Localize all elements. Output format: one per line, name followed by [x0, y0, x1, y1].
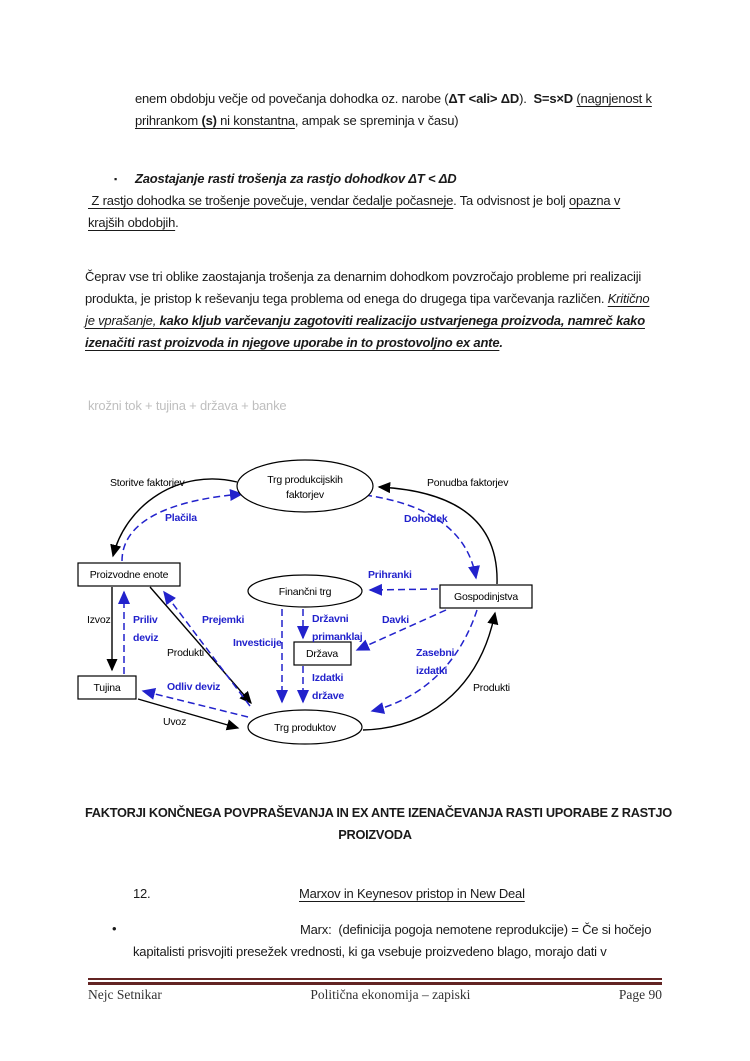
node-label: Država [305, 648, 339, 660]
text-run-bold-italic-underlined: kako kljub varčevanju zagotoviti realizacijo ustvarjenega proizvoda, namreč kako [159, 313, 645, 328]
text-line [88, 212, 620, 234]
text-run-italic-underlined: je vprašanje, [85, 313, 160, 328]
flow-label-priliv-deviz: Priliv [133, 614, 158, 626]
flow-label-prejemki: Prejemki [202, 614, 245, 626]
text-run: ). [519, 91, 534, 106]
flow-label-odliv-deviz: Odliv deviz [167, 681, 221, 693]
annotation-text: krožni tok + tujina + država + banke [88, 398, 287, 413]
text-run-underlined: (nagnjenost k [576, 91, 652, 106]
flow-label-zasebni-izdatki: izdatki [416, 665, 448, 677]
node-label: Gospodinjstva [454, 591, 518, 603]
square-bullet-glyph: ▪ [114, 174, 117, 184]
heading-line: PROIZVODA [338, 827, 412, 842]
text-run: . Ta odvisnost je bolj [453, 193, 570, 208]
bullet-marker-square [114, 171, 117, 186]
text-line [135, 88, 652, 110]
flow-uvoz-arrow [138, 699, 238, 728]
paragraph-ceprav [85, 266, 649, 354]
flow-label-izdatki-drzave: Izdatki [312, 672, 344, 684]
flow-label-zasebni-izdatki: Zasebni [416, 647, 455, 659]
text-run-underlined: ni konstantna [216, 113, 295, 128]
flow-label-priliv-deviz: deviz [133, 632, 159, 644]
text-run: . [499, 335, 503, 350]
flow-label-produkti-left: Produkti [167, 647, 204, 659]
bullet-zaostajanje-body [88, 190, 620, 234]
formula-delta-t-delta-d: ΔT <ali> ΔD [448, 91, 520, 106]
node-label: Finančni trg [278, 586, 332, 598]
node-label: Trg produkcijskih [267, 474, 343, 486]
text-run: enem obdobju večje od povečanja dohodka oz. narobe ( [135, 91, 449, 106]
node-label: Trg produktov [274, 722, 336, 734]
bullet-title-text: Zaostajanje rasti trošenja za rastjo dohodkov ΔT < ΔD [135, 171, 457, 186]
text-run-underlined: prihrankom [135, 113, 202, 128]
flow-label-investicije: Investicije [233, 637, 282, 649]
flow-label-uvoz: Uvoz [163, 716, 187, 728]
flow-label-ponudba-faktorjev: Ponudba faktorjev [427, 477, 509, 489]
text-run: , ampak se spreminja v času) [294, 113, 459, 128]
flow-placila-arrow [122, 494, 242, 561]
text-run: produkta, je pristop k reševanju tega problema od enega do drugega tipa varčevanja različen. [85, 291, 608, 306]
page-footer [88, 987, 662, 1003]
node-label: Proizvodne enote [89, 569, 169, 581]
list-number-12: 12. [133, 886, 151, 901]
footer-title: Politična ekonomija – zapiski [310, 987, 471, 1002]
flow-label-izvoz: Izvoz [87, 614, 111, 626]
text-run-underlined: Z rastjo dohodka se trošenje povečuje, vendar čedalje počasneje [88, 193, 454, 208]
heading-line: FAKTORJI KONČNEGA POVPRAŠEVANJA IN EX ANTE IZENAČEVANJA RASTI UPORABE Z RASTJO [85, 805, 672, 820]
text-line [135, 110, 652, 132]
flow-label-drzavni-primanklaj: Državni [312, 613, 349, 625]
bullet-marx-line2: kapitalisti prisvojiti presežek vrednosti, ki ga vsebuje proizvedeno blago, morajo dati v [133, 944, 607, 959]
footer-page-number: Page 90 [618, 987, 662, 1002]
annotation-krozni-tok [88, 398, 286, 413]
circular-flow-diagram [0, 440, 750, 770]
footer-rule-thick [88, 982, 662, 985]
text-run-bold-underlined: (s) [201, 113, 217, 128]
flow-label-prihranki: Prihranki [368, 569, 412, 581]
paragraph-savings-propensity [135, 88, 652, 132]
node-trg-produkcijskih-faktorjev [237, 460, 373, 512]
flow-label-storitve-faktorjev: Storitve faktorjev [110, 477, 185, 489]
bullet-zaostajanje-title [135, 168, 456, 190]
text-run: . [175, 215, 179, 230]
text-line [85, 266, 649, 288]
flow-label-produkti-right: Produkti [473, 682, 510, 694]
text-line [85, 310, 649, 332]
formula-s-equals-sxd: S=s×D [533, 91, 573, 106]
text-line [85, 288, 649, 310]
flow-label-drzavni-primanklaj: primanklaj [312, 631, 363, 643]
footer-author: Nejc Setnikar [88, 987, 162, 1002]
bullet-marx-line1: Marx: (definicija pogoja nemotene reprodukcije) = Če si hočejo [300, 922, 652, 937]
text-line [88, 190, 620, 212]
footer-rule-thin [88, 978, 662, 980]
flow-prihranki-arrow [370, 589, 438, 590]
flow-label-izdatki-drzave: države [312, 690, 345, 702]
flow-odliv-deviz-arrow [143, 691, 248, 717]
flow-label-placila: Plačila [165, 512, 197, 524]
text-run-italic-underlined: Kritično [607, 291, 650, 306]
text-run-bold-italic-underlined: izenačiti rast proizvoda in njegove uporabe in to prostovoljno ex ante [85, 335, 500, 350]
text-run-underlined: opazna v [569, 193, 621, 208]
section-heading [85, 802, 672, 846]
text-run-underlined: krajših obdobjih [88, 215, 176, 230]
node-label: Tujina [93, 682, 121, 694]
node-label: faktorjev [286, 489, 324, 501]
bullet-marker-dot: • [112, 921, 117, 936]
text-run: Čeprav vse tri oblike zaostajanja trošenja za denarnim dohodkom povzročajo probleme pri realizaciji [85, 269, 642, 284]
list-title-marxov-keynesov: Marxov in Keynesov pristop in New Deal [299, 886, 525, 901]
text-line [85, 332, 649, 354]
flow-label-davki: Davki [382, 614, 410, 626]
flow-label-dohodek: Dohodek [404, 513, 448, 525]
